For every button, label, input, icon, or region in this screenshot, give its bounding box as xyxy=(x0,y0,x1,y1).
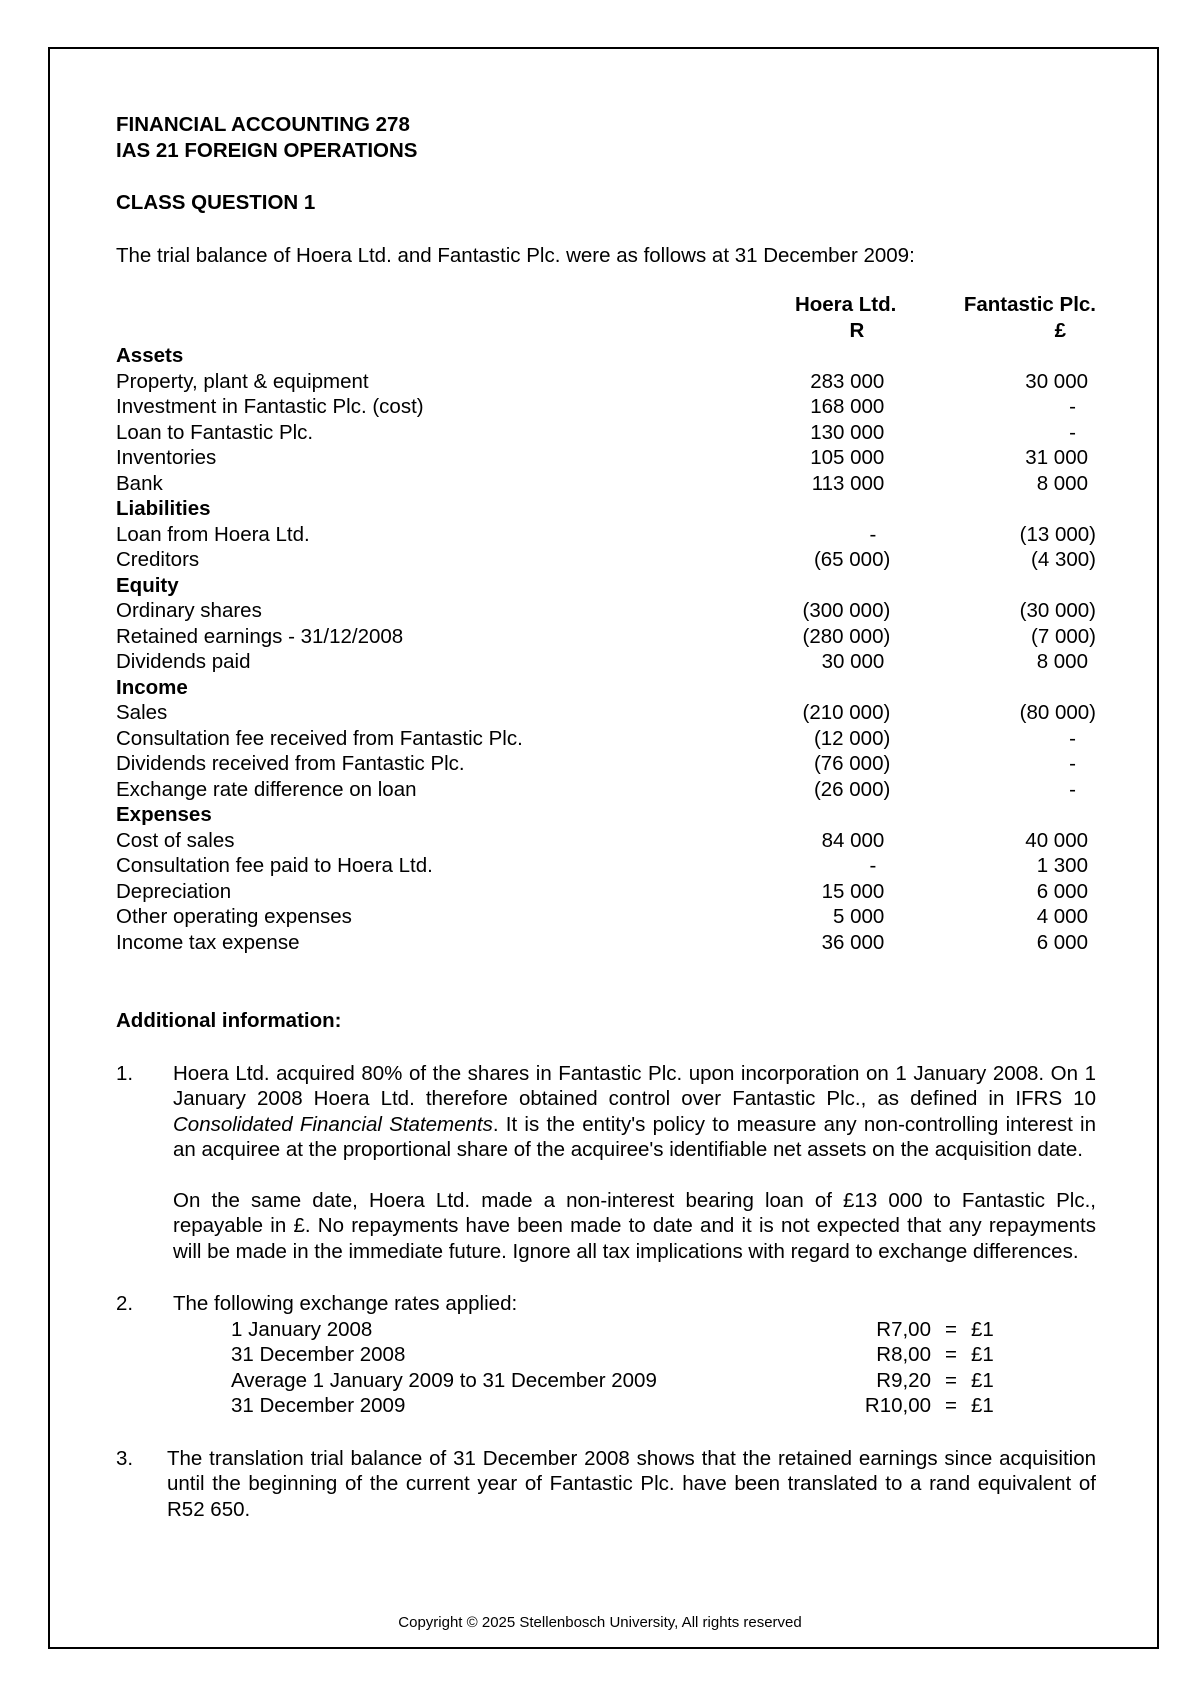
table-row xyxy=(116,598,1096,624)
fantastic-value: 31 000 xyxy=(1025,446,1088,469)
table-currency-row xyxy=(116,318,1096,344)
hoera-value: 84 000 xyxy=(821,828,885,852)
hoera-value: - xyxy=(869,854,877,877)
fantastic-value: 8 000 xyxy=(1036,650,1088,673)
table-row xyxy=(116,700,1096,726)
fantastic-value: (13 000) xyxy=(1019,522,1096,546)
row-label: Cost of sales xyxy=(116,828,235,852)
trial-balance-table xyxy=(116,292,1096,955)
row-label: Consultation fee received from Fantastic Plc. xyxy=(116,726,523,750)
copyright-footer: Copyright © 2025 Stellenbosch University, All rights reserved xyxy=(398,1614,802,1631)
hoera-value: 5 000 xyxy=(833,905,885,928)
rate-pound: £1 xyxy=(971,1317,994,1341)
fantastic-value: 30 000 xyxy=(1025,369,1088,393)
table-row xyxy=(116,904,1096,930)
rate-equals: = xyxy=(945,1394,957,1417)
table-row xyxy=(116,369,1096,395)
table-row xyxy=(116,445,1096,471)
rate-equals: = xyxy=(945,1317,957,1341)
row-label: Creditors xyxy=(116,548,200,571)
fantastic-value: (30 000) xyxy=(1019,599,1096,622)
table-row xyxy=(116,420,1096,446)
section-heading: Assets xyxy=(116,344,184,367)
table-row xyxy=(116,726,1096,752)
table-row xyxy=(116,522,1096,548)
table-row xyxy=(116,394,1096,420)
hoera-value: (210 000) xyxy=(802,701,891,724)
hoera-value: 130 000 xyxy=(810,420,885,444)
table-row xyxy=(116,649,1096,675)
table-row xyxy=(116,879,1096,905)
standard-title: Consolidated Financial Statements xyxy=(173,1112,493,1136)
document-body xyxy=(116,112,1096,1522)
col-b-currency: £ xyxy=(1054,318,1066,342)
exchange-rate-row xyxy=(231,1342,1011,1368)
table-row xyxy=(116,828,1096,854)
hoera-value: (65 000) xyxy=(813,548,891,571)
rate-rand: R7,00 xyxy=(876,1317,931,1341)
fantastic-value: - xyxy=(1069,752,1076,775)
row-label: Inventories xyxy=(116,446,217,469)
exchange-rate-row xyxy=(231,1393,1011,1419)
table-row xyxy=(116,930,1096,956)
row-label: Dividends received from Fantastic Plc. xyxy=(116,752,465,775)
rate-rand: R9,20 xyxy=(876,1368,931,1392)
row-label: Consultation fee paid to Hoera Ltd. xyxy=(116,854,433,877)
rate-date: 31 December 2008 xyxy=(231,1343,406,1366)
exchange-rate-row xyxy=(231,1317,1011,1343)
hoera-value: 113 000 xyxy=(811,471,885,495)
rate-date: 1 January 2008 xyxy=(231,1317,373,1341)
hoera-value: 168 000 xyxy=(810,395,885,418)
section-heading: Liabilities xyxy=(116,497,211,520)
fantastic-value: - xyxy=(1069,777,1076,801)
fantastic-value: (80 000) xyxy=(1019,701,1096,724)
row-label: Income tax expense xyxy=(116,930,300,954)
rate-date: Average 1 January 2009 to 31 December 2009 xyxy=(231,1368,657,1392)
section-heading: Income xyxy=(116,675,188,699)
item-number: 2. xyxy=(116,1292,134,1315)
question-title: CLASS QUESTION 1 xyxy=(116,191,316,214)
rate-equals: = xyxy=(945,1343,957,1366)
hoera-value: (12 000) xyxy=(813,726,891,750)
item-1-paragraph-2: On the same date, Hoera Ltd. made a non-interest bearing loan of £13 000 to Fantastic Plc., repayable in £. No repayments have been made to date and it is not expected that any repayments will be made in the immediate future. Ignore all tax implications with regard to exchange differences. xyxy=(173,1188,1096,1263)
hoera-value: 15 000 xyxy=(821,879,885,903)
fantastic-value: - xyxy=(1069,395,1076,418)
section-heading-row xyxy=(116,573,1096,599)
exchange-rate-row xyxy=(231,1368,1011,1394)
section-heading-row xyxy=(116,343,1096,369)
row-label: Other operating expenses xyxy=(116,905,352,928)
intro-text: The trial balance of Hoera Ltd. and Fantastic Plc. were as follows at 31 December 2009: xyxy=(116,243,915,267)
rate-date: 31 December 2009 xyxy=(231,1394,406,1417)
row-label: Loan from Hoera Ltd. xyxy=(116,522,310,546)
item-3-text: The translation trial balance of 31 December 2008 shows that the retained earnings since acquisition until the beginning of the current year of Fantastic Plc. have been translated to a rand equivalent of R52 650. xyxy=(167,1446,1096,1521)
hoera-value: (76 000) xyxy=(813,752,891,775)
table-row xyxy=(116,547,1096,573)
row-label: Bank xyxy=(116,471,163,495)
fantastic-value: 8 000 xyxy=(1036,471,1088,495)
section-heading: Equity xyxy=(116,573,179,597)
rate-rand: R8,00 xyxy=(876,1343,931,1366)
row-label: Dividends paid xyxy=(116,650,251,673)
rate-pound: £1 xyxy=(971,1394,994,1417)
table-row xyxy=(116,777,1096,803)
fantastic-value: (7 000) xyxy=(1031,624,1096,648)
exchange-rates-list xyxy=(231,1317,1011,1419)
hoera-value: (300 000) xyxy=(802,599,891,622)
item-number: 1. xyxy=(116,1061,134,1085)
col-b-name: Fantastic Plc. xyxy=(963,293,1096,316)
fantastic-value: 1 300 xyxy=(1036,854,1088,877)
rate-equals: = xyxy=(945,1368,957,1392)
info-item-1 xyxy=(116,1061,1096,1265)
fantastic-value: - xyxy=(1069,420,1076,444)
topic-title: IAS 21 FOREIGN OPERATIONS xyxy=(116,138,418,162)
table-row xyxy=(116,853,1096,879)
table-row xyxy=(116,471,1096,497)
section-heading: Expenses xyxy=(116,803,212,826)
row-label: Sales xyxy=(116,701,168,724)
fantastic-value: - xyxy=(1069,726,1076,750)
section-heading-row xyxy=(116,675,1096,701)
hoera-value: 30 000 xyxy=(821,650,885,673)
table-row xyxy=(116,751,1096,777)
row-label: Ordinary shares xyxy=(116,599,262,622)
hoera-value: 105 000 xyxy=(810,446,885,469)
hoera-value: - xyxy=(869,522,877,546)
row-label: Exchange rate difference on loan xyxy=(116,777,417,801)
section-heading-row xyxy=(116,802,1096,828)
rate-pound: £1 xyxy=(971,1368,994,1392)
rate-rand: R10,00 xyxy=(864,1394,931,1417)
row-label: Property, plant & equipment xyxy=(116,369,369,393)
table-row xyxy=(116,624,1096,650)
section-heading-row xyxy=(116,496,1096,522)
item-2-text: The following exchange rates applied: xyxy=(173,1292,518,1315)
fantastic-value: 6 000 xyxy=(1036,879,1088,903)
hoera-value: 36 000 xyxy=(821,930,885,954)
item-number: 3. xyxy=(116,1446,134,1470)
info-item-3 xyxy=(116,1446,1096,1523)
hoera-value: (26 000) xyxy=(813,777,891,801)
fantastic-value: 4 000 xyxy=(1036,905,1088,928)
additional-info-heading: Additional information: xyxy=(116,1009,342,1032)
col-a-name: Hoera Ltd. xyxy=(794,293,897,316)
row-label: Retained earnings - 31/12/2008 xyxy=(116,624,404,648)
item-1-paragraph-1: Hoera Ltd. acquired 80% of the shares in Fantastic Plc. upon incorporation on 1 January 2008. On 1 January 2008 Hoera Ltd. therefore obtained control over Fantastic Plc., as defined in IFRS 10 Consolidated Financial Statements. It is the entity's policy to measure any non-controlling interest in an acquiree at the proportional share of the acquiree's identifiable net assets on the acquisition date. xyxy=(173,1061,1096,1161)
hoera-value: 283 000 xyxy=(810,369,885,393)
course-title: FINANCIAL ACCOUNTING 278 xyxy=(116,113,410,136)
row-label: Loan to Fantastic Plc. xyxy=(116,420,314,444)
rate-pound: £1 xyxy=(971,1343,994,1366)
info-item-2 xyxy=(116,1291,1096,1419)
row-label: Investment in Fantastic Plc. (cost) xyxy=(116,395,424,418)
fantastic-value: (4 300) xyxy=(1031,548,1096,571)
fantastic-value: 40 000 xyxy=(1025,828,1088,852)
fantastic-value: 6 000 xyxy=(1036,930,1088,954)
hoera-value: (280 000) xyxy=(802,624,891,648)
row-label: Depreciation xyxy=(116,879,232,903)
table-header-row xyxy=(116,292,1096,318)
col-a-currency: R xyxy=(849,318,865,342)
